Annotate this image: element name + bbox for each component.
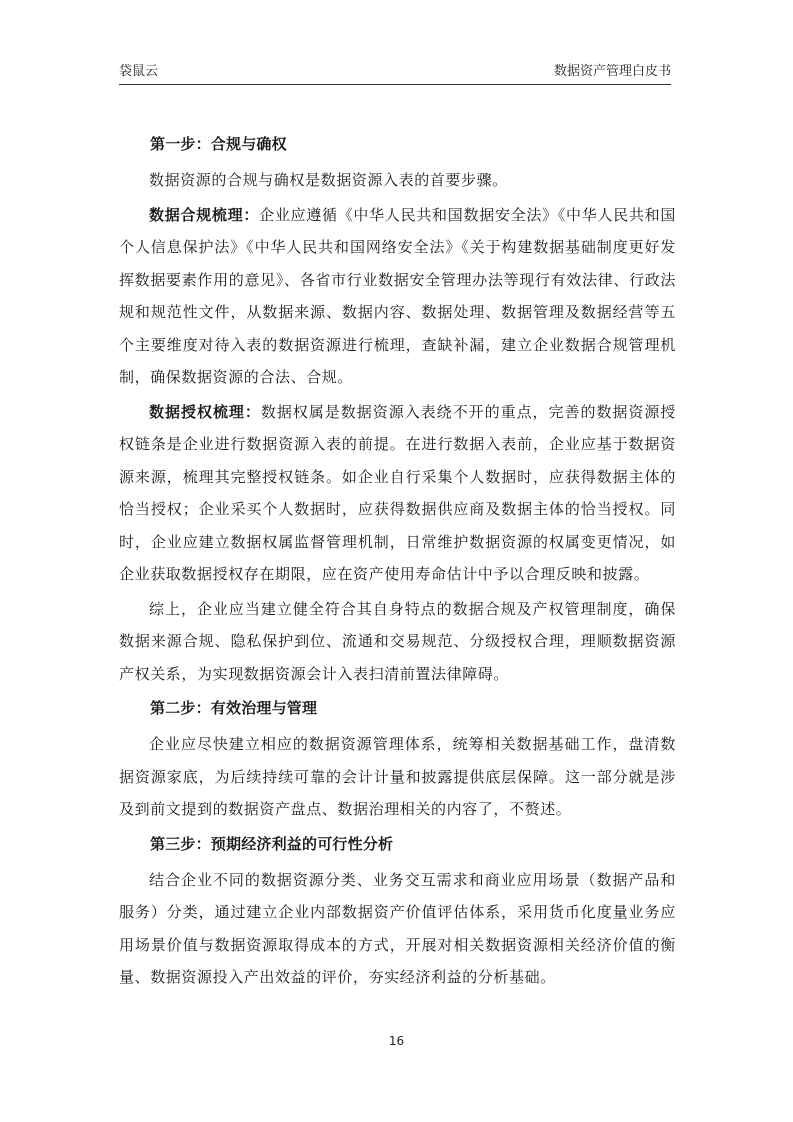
authorization-paragraph [119,396,676,591]
authorization-lead: 数据授权梳理： [149,402,261,421]
step3-heading: 第三步：预期经济利益的可行性分析 [150,834,394,853]
step2-heading: 第二步：有效治理与管理 [150,699,318,717]
step1-summary-paragraph: 综上，企业应当建立健全符合其自身特点的数据合规及产权管理制度，确保数据来源合规、隐私保护到位、流通和交易规范、分级授权合理，理顺数据资源产权关系，为实现数据资源会计入表扫清前置法律障碍。 [119,599,676,683]
header-document-title: 数据资产管理白皮书 [553,64,671,79]
header-brand: 袋鼠云 [119,64,159,79]
step3-paragraph: 结合企业不同的数据资源分类、业务交互需求和商业应用场景（数据产品和服务）分类，通过建立企业内部数据资产价值评估体系，采用货币化度量业务应用场景价值与数据资源取得成本的方式，开展对相关数据资源相关经济价值的衡量、数据资源投入产出效益的评价，夯实经济利益的分析基础。 [119,870,676,986]
step1-heading: 第一步：合规与确权 [150,135,287,153]
authorization-body: 数据权属是数据资源入表绕不开的重点，完善的数据资源授权链条是企业进行数据资源入表的前提。在进行数据入表前，企业应基于数据资源来源，梳理其完整授权链条。如企业自行采集个人数据时，应获得数据主体的恰当授权；企业采买个人数据时，应获得数据供应商及数据主体的恰当授权。同时，企业应建立数据权属监督管理机制，日常维护数据资源的权属变更情况，如企业获取数据授权存在期限，应在资产使用寿命估计中予以合理反映和披露。 [119,402,676,583]
step1-intro-paragraph: 数据资源的合规与确权是数据资源入表的首要步骤。 [149,171,508,189]
step2-paragraph: 企业应尽快建立相应的数据资源管理体系，统筹相关数据基础工作，盘清数据资源家底，为后续持续可靠的会计计量和披露提供底层保障。这一部分就是涉及到前文提到的数据资产盘点、数据治理相关的内容了，不赘述。 [119,735,676,818]
compliance-lead: 数据合规梳理： [149,205,260,224]
compliance-body: 企业应遵循《中华人民共和国数据安全法》《中华人民共和国个人信息保护法》《中华人民共和国网络安全法》《关于构建数据基础制度更好发挥数据要素作用的意见》、各省市行业数据安全管理办法等现行有效法律、行政法规和规范性文件，从数据来源、数据内容、数据处理、数据管理及数据经营等五个主要维度对待入表的数据资源进行梳理，查缺补漏，建立企业数据合规管理机制，确保数据资源的合法、合规。 [119,205,677,386]
page-number: 16 [388,1034,405,1048]
header-divider [119,84,671,85]
page-body [119,128,676,996]
compliance-paragraph [119,199,676,394]
